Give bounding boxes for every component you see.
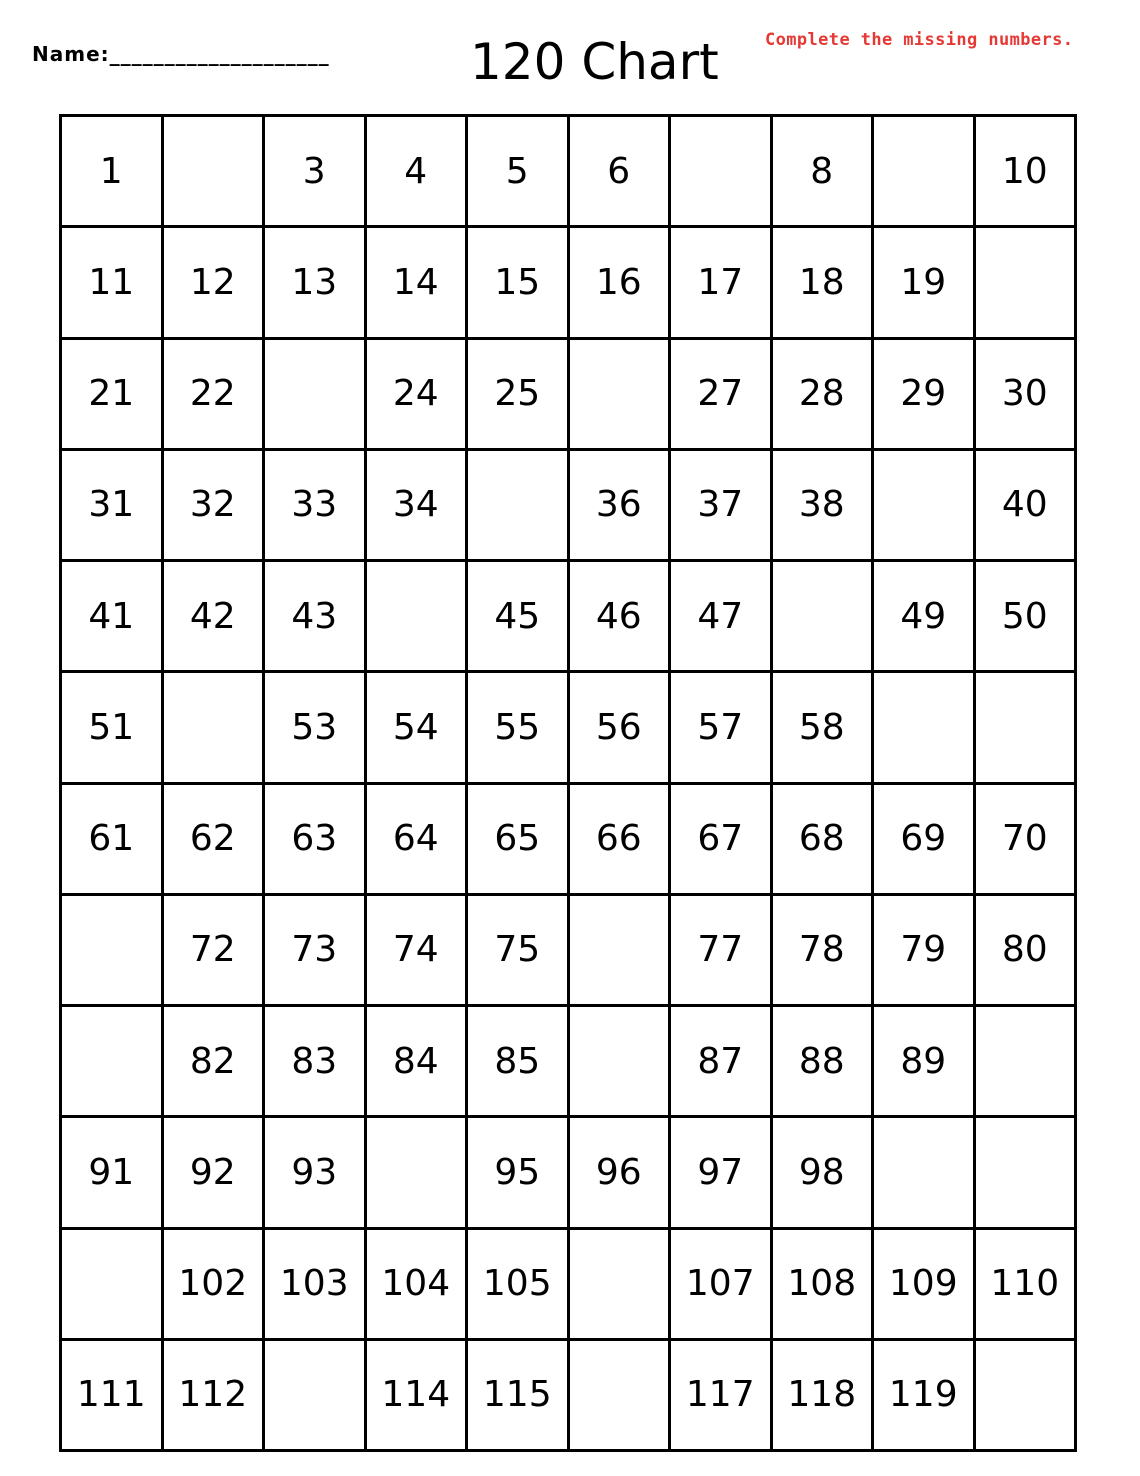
number-cell: 41 [62,562,164,673]
blank-number-cell[interactable] [570,340,672,451]
blank-number-cell[interactable] [976,1341,1078,1452]
number-cell: 56 [570,673,672,784]
number-cell: 21 [62,340,164,451]
number-cell: 57 [671,673,773,784]
number-cell: 118 [773,1341,875,1452]
number-cell: 17 [671,228,773,339]
number-cell: 109 [874,1230,976,1341]
number-cell: 79 [874,896,976,1007]
number-cell: 84 [367,1007,469,1118]
number-cell: 12 [164,228,266,339]
number-cell: 62 [164,785,266,896]
blank-number-cell[interactable] [874,1118,976,1229]
number-cell: 105 [468,1230,570,1341]
number-cell: 88 [773,1007,875,1118]
number-cell: 74 [367,896,469,1007]
number-cell: 108 [773,1230,875,1341]
number-cell: 42 [164,562,266,673]
number-cell: 16 [570,228,672,339]
blank-number-cell[interactable] [265,340,367,451]
number-cell: 40 [976,451,1078,562]
blank-number-cell[interactable] [62,1007,164,1118]
blank-number-cell[interactable] [874,117,976,228]
number-cell: 27 [671,340,773,451]
blank-number-cell[interactable] [671,117,773,228]
blank-number-cell[interactable] [773,562,875,673]
blank-number-cell[interactable] [976,1007,1078,1118]
number-cell: 10 [976,117,1078,228]
number-cell: 5 [468,117,570,228]
number-cell: 93 [265,1118,367,1229]
number-cell: 92 [164,1118,266,1229]
name-field-label: Name:____________________ [32,42,330,66]
number-cell: 78 [773,896,875,1007]
number-cell: 87 [671,1007,773,1118]
number-cell: 115 [468,1341,570,1452]
number-cell: 50 [976,562,1078,673]
number-cell: 3 [265,117,367,228]
number-cell: 107 [671,1230,773,1341]
number-cell: 89 [874,1007,976,1118]
number-cell: 110 [976,1230,1078,1341]
number-cell: 103 [265,1230,367,1341]
number-cell: 14 [367,228,469,339]
number-cell: 32 [164,451,266,562]
number-cell: 18 [773,228,875,339]
number-cell: 58 [773,673,875,784]
blank-number-cell[interactable] [570,896,672,1007]
number-cell: 25 [468,340,570,451]
number-cell: 64 [367,785,469,896]
number-cell: 66 [570,785,672,896]
blank-number-cell[interactable] [367,562,469,673]
number-cell: 63 [265,785,367,896]
number-cell: 24 [367,340,469,451]
number-cell: 104 [367,1230,469,1341]
blank-number-cell[interactable] [976,228,1078,339]
number-cell: 34 [367,451,469,562]
blank-number-cell[interactable] [976,673,1078,784]
blank-number-cell[interactable] [874,673,976,784]
number-cell: 13 [265,228,367,339]
number-cell: 19 [874,228,976,339]
number-cell: 37 [671,451,773,562]
blank-number-cell[interactable] [164,117,266,228]
number-cell: 112 [164,1341,266,1452]
blank-number-cell[interactable] [367,1118,469,1229]
number-cell: 77 [671,896,773,1007]
number-cell: 22 [164,340,266,451]
number-cell: 98 [773,1118,875,1229]
number-cell: 54 [367,673,469,784]
blank-number-cell[interactable] [164,673,266,784]
number-cell: 1 [62,117,164,228]
number-cell: 33 [265,451,367,562]
number-cell: 85 [468,1007,570,1118]
number-cell: 82 [164,1007,266,1118]
number-cell: 83 [265,1007,367,1118]
number-cell: 65 [468,785,570,896]
number-cell: 30 [976,340,1078,451]
number-cell: 11 [62,228,164,339]
number-cell: 28 [773,340,875,451]
number-cell: 119 [874,1341,976,1452]
blank-number-cell[interactable] [265,1341,367,1452]
number-cell: 31 [62,451,164,562]
number-cell: 8 [773,117,875,228]
number-cell: 117 [671,1341,773,1452]
number-cell: 72 [164,896,266,1007]
number-cell: 43 [265,562,367,673]
number-cell: 80 [976,896,1078,1007]
blank-number-cell[interactable] [874,451,976,562]
number-cell: 61 [62,785,164,896]
number-cell: 73 [265,896,367,1007]
number-cell: 114 [367,1341,469,1452]
number-cell: 75 [468,896,570,1007]
number-cell: 4 [367,117,469,228]
blank-number-cell[interactable] [570,1230,672,1341]
number-cell: 47 [671,562,773,673]
number-cell: 111 [62,1341,164,1452]
blank-number-cell[interactable] [976,1118,1078,1229]
blank-number-cell[interactable] [468,451,570,562]
number-cell: 97 [671,1118,773,1229]
number-cell: 55 [468,673,570,784]
blank-number-cell[interactable] [570,1007,672,1118]
number-cell: 6 [570,117,672,228]
blank-number-cell[interactable] [62,896,164,1007]
number-cell: 38 [773,451,875,562]
number-cell: 96 [570,1118,672,1229]
number-cell: 29 [874,340,976,451]
number-cell: 36 [570,451,672,562]
number-cell: 102 [164,1230,266,1341]
number-cell: 53 [265,673,367,784]
number-cell: 91 [62,1118,164,1229]
number-cell: 67 [671,785,773,896]
number-cell: 46 [570,562,672,673]
number-cell: 70 [976,785,1078,896]
number-cell: 49 [874,562,976,673]
number-cell: 51 [62,673,164,784]
blank-number-cell[interactable] [570,1341,672,1452]
blank-number-cell[interactable] [62,1230,164,1341]
number-cell: 68 [773,785,875,896]
number-cell: 95 [468,1118,570,1229]
number-cell: 69 [874,785,976,896]
page-title: 120 Chart [470,33,719,91]
instruction-text: Complete the missing numbers. [765,30,1074,50]
number-cell: 45 [468,562,570,673]
number-chart-grid [59,114,1077,1452]
number-cell: 15 [468,228,570,339]
